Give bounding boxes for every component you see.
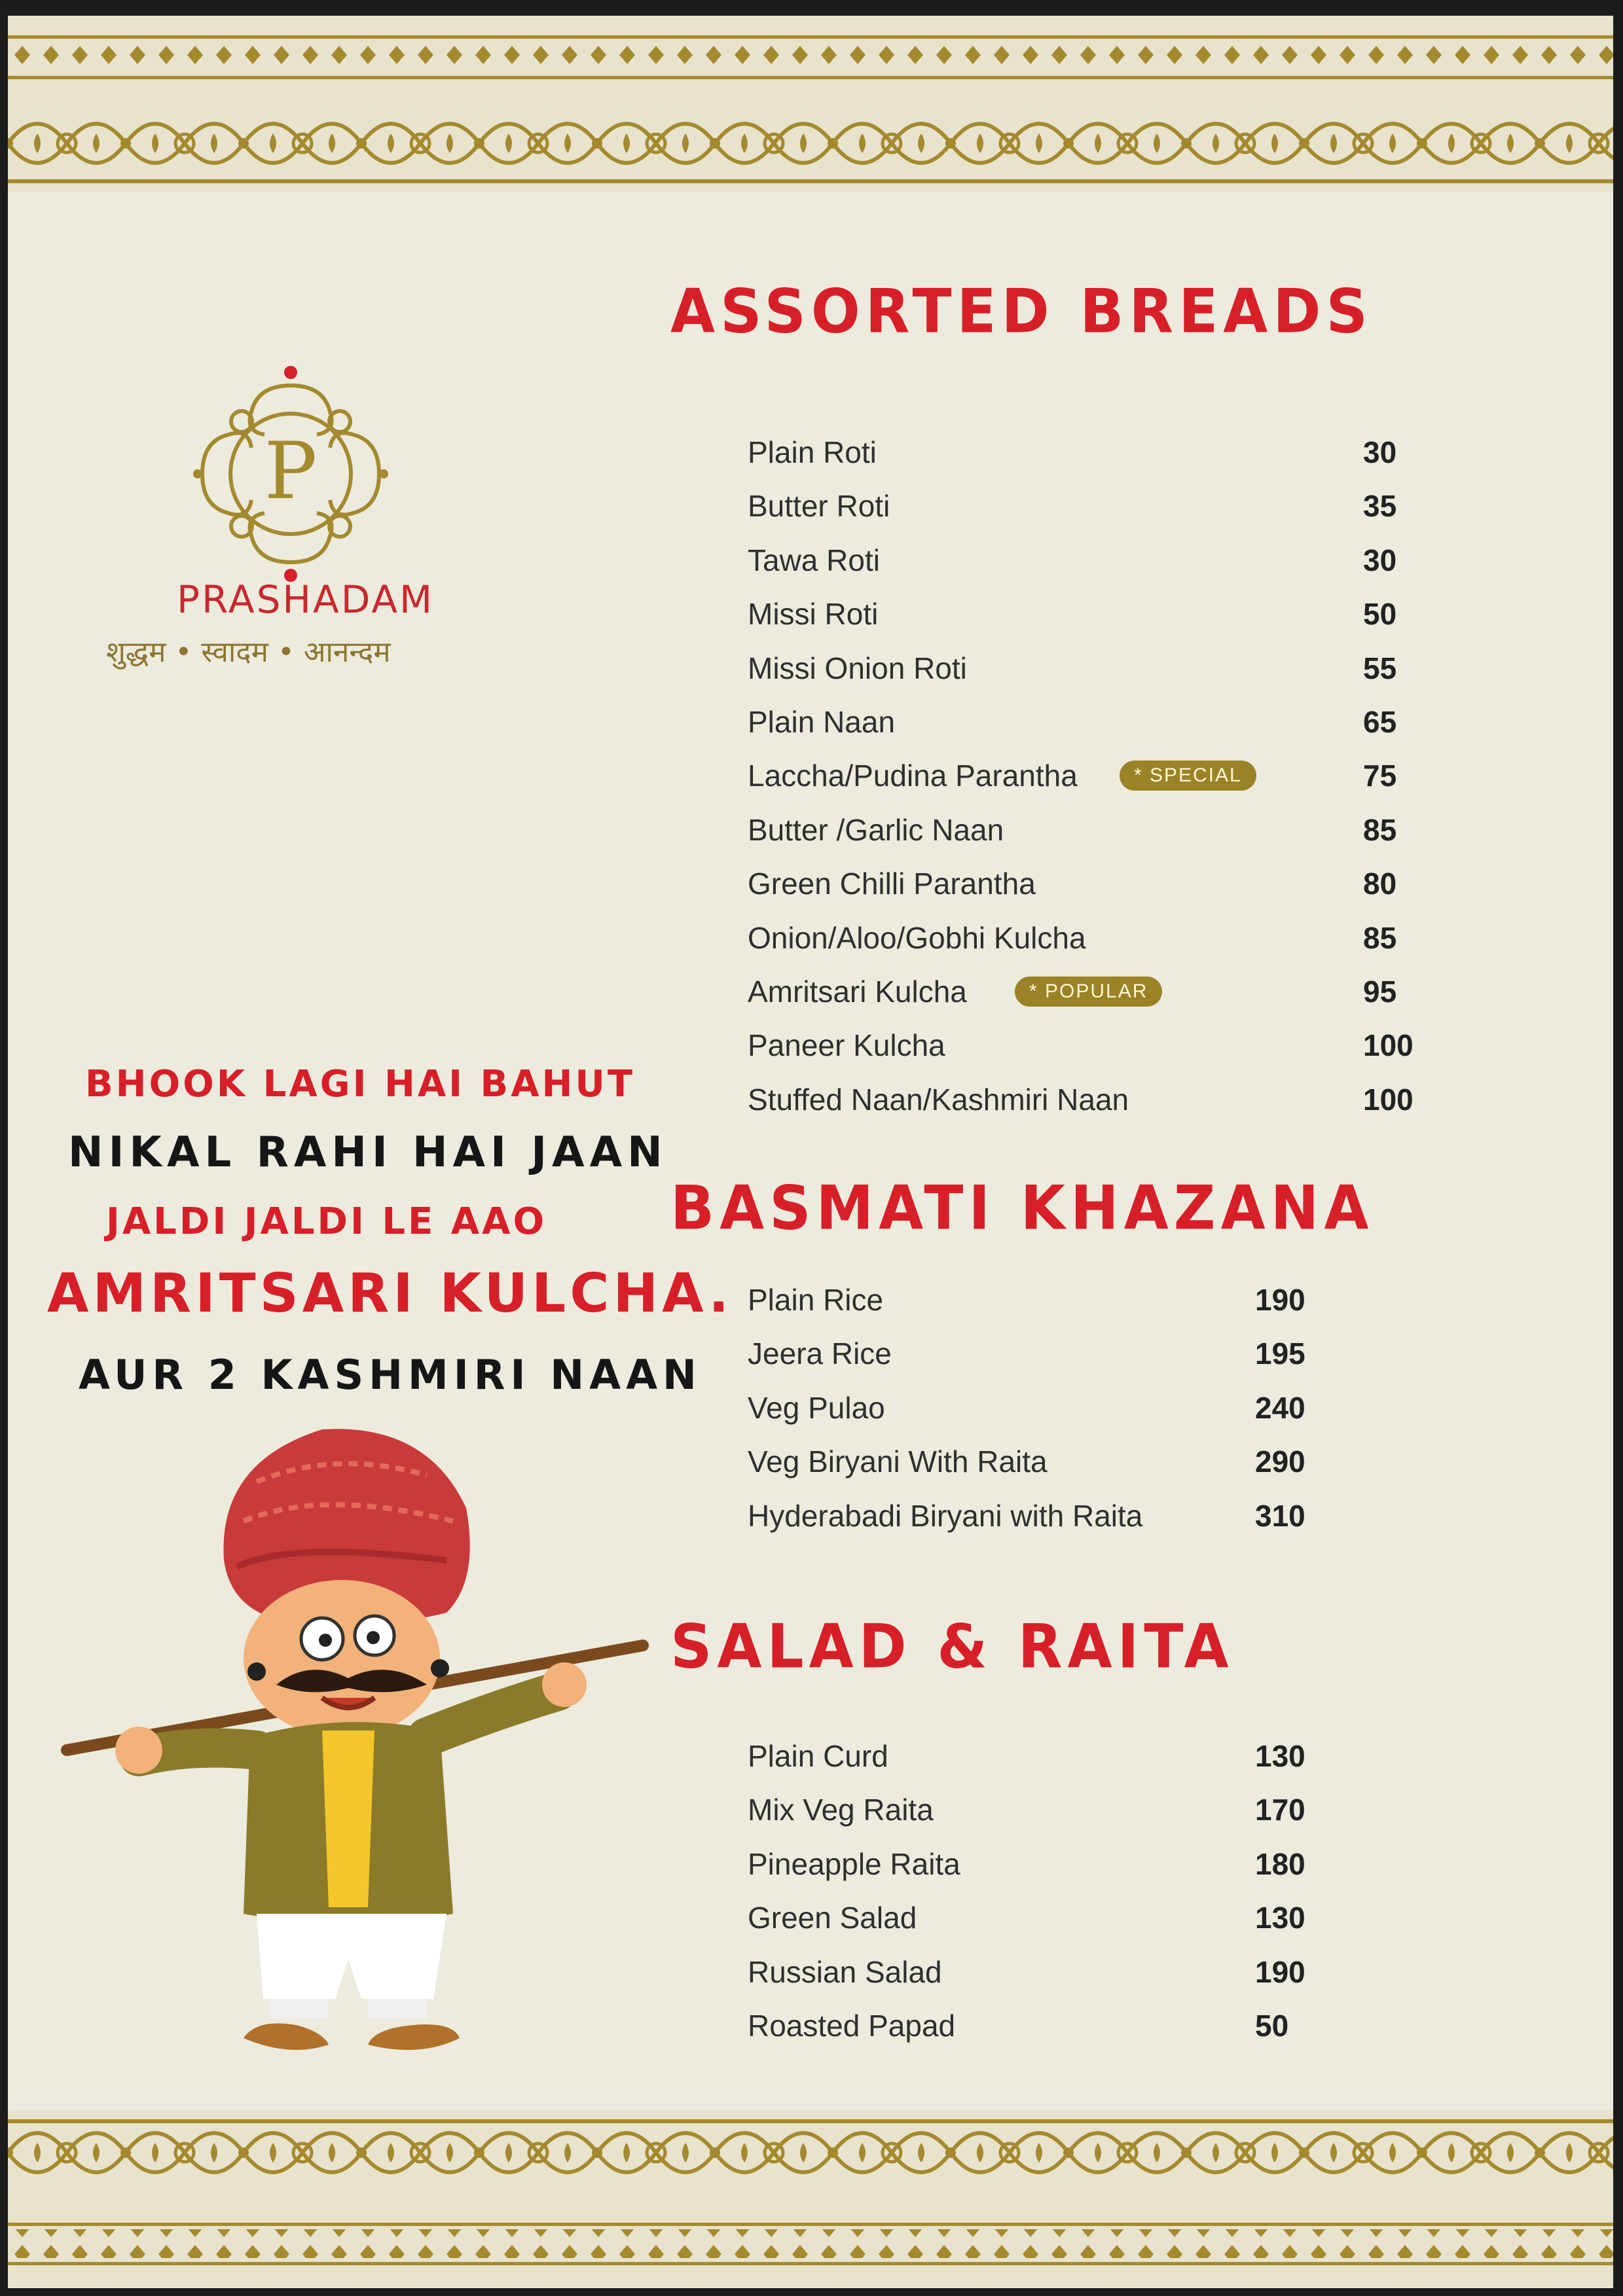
menu-item-row	[748, 920, 1448, 974]
menu-item-row	[748, 2008, 1337, 2062]
logo-letter: P	[264, 426, 318, 517]
menu-item-row	[748, 435, 1448, 488]
menu-item-price: 240	[1255, 1390, 1305, 1425]
section-title-assorted-breads: ASSORTED BREADS	[670, 276, 1373, 347]
slogan-line-5: AUR 2 KASHMIRI NAAN	[79, 1351, 702, 1399]
menu-item-row	[748, 1954, 1337, 2008]
menu-item-row	[748, 1082, 1448, 1136]
menu-item-price: 180	[1255, 1846, 1305, 1881]
menu-item-price: 100	[1363, 1082, 1413, 1117]
menu-item-row	[748, 651, 1448, 704]
menu-item-price: 30	[1363, 543, 1397, 577]
menu-item-name: Paneer Kulcha	[748, 1028, 945, 1063]
menu-item-name: Butter Roti	[748, 489, 890, 524]
slogan-line-1: BHOOK LAGI HAI BAHUT	[85, 1063, 636, 1105]
menu-item-name: Green Chilli Parantha	[748, 867, 1036, 901]
menu-item-price: 85	[1363, 920, 1397, 955]
menu-item-price: 130	[1255, 1901, 1305, 1935]
menu-item-price: 190	[1255, 1283, 1305, 1317]
menu-item-name: Onion/Aloo/Gobhi Kulcha	[748, 920, 1086, 955]
menu-list-salad-raita	[748, 1738, 1337, 2066]
menu-item-price: 65	[1363, 705, 1397, 739]
menu-item-name: Green Salad	[748, 1901, 917, 1935]
menu-item-name: Veg Biryani With Raita	[748, 1444, 1048, 1479]
menu-list-basmati-khazana	[748, 1282, 1337, 1557]
section-title-basmati-khazana: BASMATI KHAZANA	[670, 1172, 1374, 1244]
menu-item-name: Mix Veg Raita	[748, 1793, 934, 1827]
menu-item-price: 100	[1363, 1028, 1413, 1063]
section-title-salad-raita: SALAD & RAITA	[670, 1611, 1234, 1682]
menu-item-row	[748, 974, 1448, 1028]
menu-item-price: 190	[1255, 1954, 1305, 1989]
menu-item-row	[748, 488, 1448, 542]
slogan-line-2: NIKAL RAHI HAI JAAN	[68, 1128, 668, 1177]
menu-item-name: Russian Salad	[748, 1954, 942, 1989]
menu-item-name: Pineapple Raita	[748, 1846, 960, 1881]
top-ornamental-border	[8, 16, 1613, 192]
menu-item-row	[748, 1444, 1337, 1498]
menu-item-price: 35	[1363, 489, 1397, 524]
cartoon-chef-illustration	[60, 1410, 649, 2077]
menu-item-name: Hyderabadi Biryani with Raita	[748, 1498, 1143, 1533]
slogan-line-3: JALDI JALDI LE AAO	[106, 1200, 547, 1243]
menu-item-row	[748, 1390, 1337, 1444]
menu-item-row	[748, 812, 1448, 866]
menu-item-row	[748, 1900, 1337, 1954]
menu-item-price: 85	[1363, 812, 1397, 847]
menu-item-price: 310	[1255, 1498, 1305, 1533]
menu-item-row	[748, 704, 1448, 758]
menu-item-row	[748, 1738, 1337, 1792]
menu-item-price: 80	[1363, 867, 1397, 901]
brand-tagline: शुद्धम • स्वादम • आनन्दम	[106, 636, 391, 669]
menu-item-row	[748, 1282, 1337, 1336]
menu-item-row	[748, 596, 1448, 650]
menu-item-price: 170	[1255, 1793, 1305, 1827]
menu-item-price: 130	[1255, 1739, 1305, 1773]
menu-item-name: Jeera Rice	[748, 1336, 892, 1371]
menu-item-name: Plain Roti	[748, 435, 877, 469]
menu-item-name: Missi Roti	[748, 597, 879, 632]
menu-item-row	[748, 543, 1448, 596]
menu-item-row	[748, 1336, 1337, 1390]
menu-item-name: Butter /Garlic Naan	[748, 812, 1004, 847]
menu-item-price: 290	[1255, 1444, 1305, 1479]
bottom-ornamental-border	[8, 2110, 1613, 2287]
menu-item-row	[748, 1792, 1337, 1846]
menu-item-name: Stuffed Naan/Kashmiri Naan	[748, 1082, 1129, 1117]
menu-item-price: 95	[1363, 975, 1397, 1009]
menu-item-name: Plain Naan	[748, 705, 896, 739]
menu-item-price: 50	[1255, 2009, 1289, 2043]
menu-item-price: 55	[1363, 651, 1397, 685]
menu-item-price: 30	[1363, 435, 1397, 469]
menu-item-name: Roasted Papad	[748, 2009, 956, 2043]
menu-item-name: Plain Rice	[748, 1283, 884, 1317]
menu-item-row	[748, 1846, 1337, 1900]
menu-item-price: 75	[1363, 759, 1397, 793]
menu-item-name: Tawa Roti	[748, 543, 880, 577]
menu-item-row	[748, 866, 1448, 920]
menu-item-name: Amritsari Kulcha	[748, 975, 967, 1009]
menu-item-name: Laccha/Pudina Parantha	[748, 759, 1078, 793]
menu-page	[8, 16, 1613, 2288]
slogan-line-4: AMRITSARI KULCHA.	[47, 1263, 733, 1325]
menu-item-row	[748, 758, 1448, 812]
menu-list-assorted-breads	[748, 435, 1448, 1141]
menu-item-price: 195	[1255, 1336, 1305, 1371]
brand-name: PRASHADAM	[177, 577, 435, 622]
menu-item-name: Plain Curd	[748, 1739, 888, 1773]
menu-item-row	[748, 1498, 1337, 1552]
brand-logo-emblem	[179, 359, 402, 588]
menu-item-name: Veg Pulao	[748, 1390, 885, 1425]
menu-item-badge: * SPECIAL	[1120, 761, 1256, 791]
menu-item-price: 50	[1363, 597, 1397, 632]
menu-item-row	[748, 1028, 1448, 1081]
menu-item-badge: * POPULAR	[1015, 977, 1162, 1007]
menu-item-name: Missi Onion Roti	[748, 651, 967, 685]
